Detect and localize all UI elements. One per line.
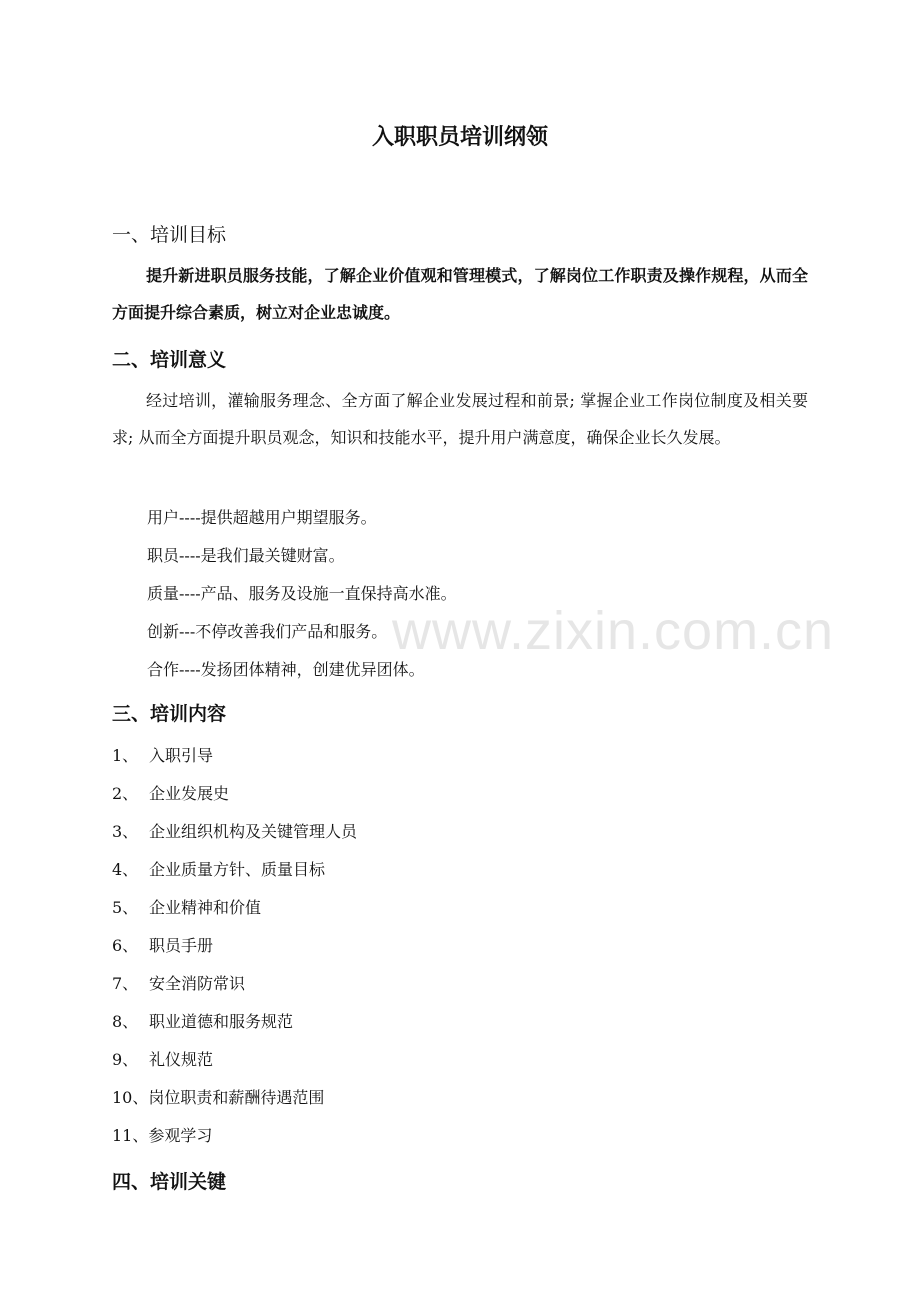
motto-customer: 用户----提供超越用户期望服务。 [147, 508, 377, 527]
list-number: 7、 [112, 974, 139, 993]
list-text: 企业组织机构及关键管理人员 [149, 822, 358, 841]
list-item [112, 895, 261, 918]
motto-staff: 职员----是我们最关键财富。 [147, 546, 345, 565]
list-text: 职业道德和服务规范 [149, 1012, 294, 1031]
list-item [112, 933, 213, 956]
section2-heading: 二、培训意义 [112, 349, 227, 371]
watermark: www.zixin.com.cn [392, 601, 835, 661]
list-text: 企业精神和价值 [149, 898, 262, 917]
list-text: 参观学习 [148, 1126, 213, 1145]
section1-body: 提升新进职员服务技能，了解企业价值观和管理模式，了解岗位工作职责及操作规程，从而全方面提升综合素质，树立对企业忠诚度。 [112, 266, 808, 322]
list-text: 岗位职责和薪酬待遇范围 [148, 1088, 325, 1107]
list-text: 企业质量方针、质量目标 [149, 860, 326, 879]
list-item [112, 971, 245, 994]
list-number: 6、 [112, 936, 139, 955]
list-number: 3、 [112, 822, 139, 841]
list-number: 1、 [112, 746, 139, 765]
section4-heading: 四、培训关键 [112, 1171, 227, 1193]
motto-innovation: 创新---不停改善我们产品和服务。 [147, 622, 388, 641]
motto-quality: 质量----产品、服务及设施一直保持高水准。 [147, 584, 457, 603]
list-number: 10、 [112, 1088, 149, 1107]
list-text: 企业发展史 [149, 784, 230, 803]
list-item [112, 1123, 212, 1146]
list-text: 职员手册 [149, 936, 214, 955]
list-text: 礼仪规范 [149, 1050, 214, 1069]
list-number: 9、 [112, 1050, 139, 1069]
list-item [112, 819, 357, 842]
list-item [112, 743, 213, 766]
list-text: 入职引导 [149, 746, 214, 765]
list-number: 5、 [112, 898, 139, 917]
section1-heading: 一、培训目标 [112, 224, 227, 246]
list-text: 安全消防常识 [149, 974, 246, 993]
list-number: 8、 [112, 1012, 139, 1031]
section2-body: 经过培训，灌输服务理念、全方面了解企业发展过程和前景; 掌握企业工作岗位制度及相关要求; 从而全方面提升职员观念，知识和技能水平，提升用户满意度，确保企业长久发展。 [112, 391, 808, 447]
list-item [112, 1085, 324, 1108]
list-item [112, 1009, 293, 1032]
document-title: 入职职员培训纲领 [371, 124, 548, 150]
list-number: 4、 [112, 860, 139, 879]
list-number: 2、 [112, 784, 139, 803]
list-item [112, 1047, 213, 1070]
list-item [112, 781, 229, 804]
section3-heading: 三、培训内容 [112, 703, 227, 725]
list-number: 11、 [112, 1126, 149, 1145]
motto-cooperation: 合作----发扬团体精神，创建优异团体。 [147, 660, 425, 679]
list-item [112, 857, 325, 880]
